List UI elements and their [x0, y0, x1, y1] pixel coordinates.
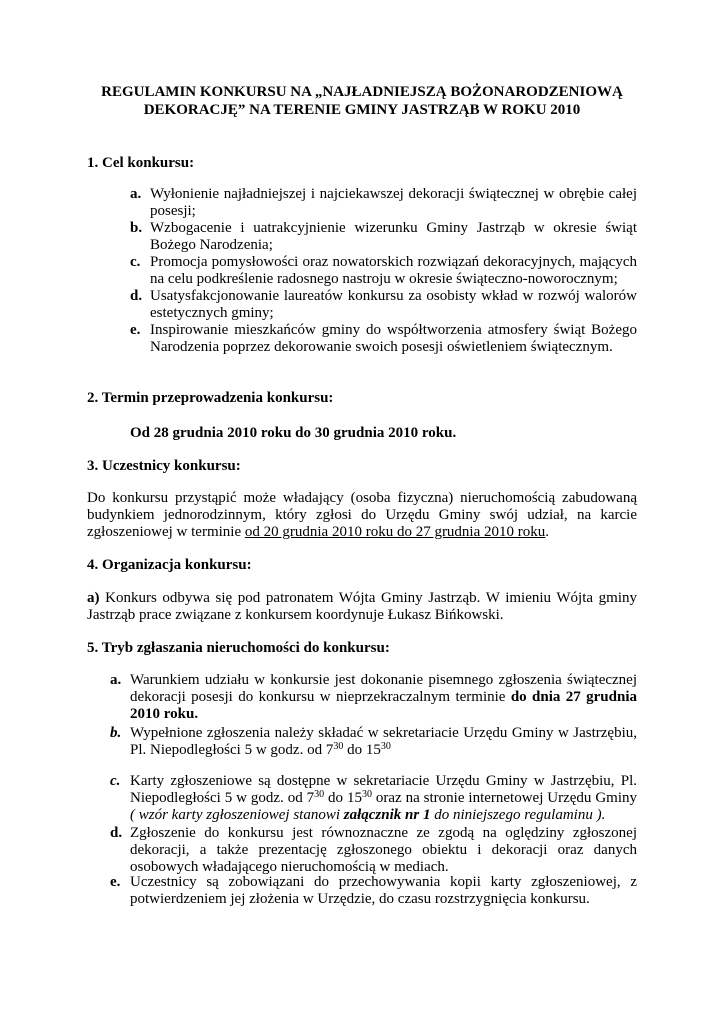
- participants-paragraph: [87, 490, 637, 541]
- time-minutes: 30: [380, 741, 391, 752]
- forms-text-mid: do 15: [324, 790, 362, 806]
- forms-note-end: do niniejszego regulaminu ).: [430, 807, 606, 823]
- list-item-label: b.: [130, 220, 143, 236]
- list-item-text: Usatysfakcjonowanie laureatów konkursu za osobisty wkład w rozwój walorów estetycznych gminy;: [150, 288, 637, 321]
- section-4-heading: 4. Organizacja konkursu:: [87, 557, 252, 573]
- list-item-text: Wzbogacenie i uatrakcyjnienie wizerunku Gminy Jastrząb w okresie świąt Bożego Narodzenia;: [150, 220, 637, 253]
- organization-paragraph: [87, 590, 637, 624]
- forms-text-website: oraz na stronie internetowej Urzędu Gminy: [371, 790, 638, 806]
- list-item-label: d.: [130, 288, 143, 304]
- time-minutes: 30: [314, 789, 325, 800]
- list-item-label: e.: [110, 874, 121, 890]
- list-item-label: a.: [130, 186, 142, 202]
- list-item-text: Wyłonienie najładniejszej i najciekawszej dekoracji świątecznej w obrębie całej posesji;: [150, 186, 637, 219]
- time-minutes: 30: [361, 789, 372, 800]
- section-3-heading: 3. Uczestnicy konkursu:: [87, 458, 241, 474]
- contest-dates: Od 28 grudnia 2010 roku do 30 grudnia 2010 roku.: [130, 425, 457, 441]
- title-line-1: REGULAMIN KONKURSU NA „NAJŁADNIEJSZĄ BOŻONARODZENIOWĄ: [101, 84, 623, 100]
- organization-text: Konkurs odbywa się pod patronatem Wójta Gminy Jastrząb. W imieniu Wójta gminy Jastrząb prace związane z konkursem koordynuje Łukasz Bińkowski.: [87, 590, 637, 623]
- list-item-text: [130, 773, 637, 824]
- participants-text-end: .: [545, 524, 550, 540]
- list-item-label: e.: [130, 322, 141, 338]
- forms-text: Karty zgłoszeniowe są dostępne w sekretariacie Urzędu Gminy w Jastrzębiu, Pl. Niepodległości 5 w godz. od 7: [130, 773, 637, 806]
- condition-text: Warunkiem udziału w konkursie jest dokonanie pisemnego zgłoszenia świątecznej dekoracji posesji do konkursu w nieprzekraczalnym terminie: [130, 672, 637, 705]
- attachment-reference: załącznik nr 1: [343, 807, 431, 823]
- list-item-text: Uczestnicy są zobowiązani do przechowywania kopii karty zgłoszeniowej, z potwierdzeniem jej złożenia w Urzędzie, do czasu rozstrzygnięcia konkursu.: [130, 874, 637, 907]
- list-item-label: b.: [110, 725, 122, 741]
- list-item-text: [130, 725, 637, 759]
- list-item-label: d.: [110, 825, 123, 841]
- registration-period: od 20 grudnia 2010 roku do 27 grudnia 2010 roku: [244, 524, 546, 540]
- organization-label: a): [87, 590, 100, 606]
- list-item-label: c.: [110, 773, 121, 789]
- list-item-text: Zgłoszenie do konkursu jest równoznaczne ze zgodą na oględziny zgłoszonej dekoracji, a także prezentację zgłoszonego obiektu i dekoracji oraz danych osobowych władającego nieruchomością w mediach.: [130, 825, 637, 875]
- participants-text: Do konkursu przystąpić może władający (osoba fizyczna) nieruchomością zabudowaną budynkiem jednorodzinnym, który zgłosi do Urzędu Gminy swój udział, na karcie zgłoszeniowej w terminie: [87, 490, 637, 540]
- forms-note: ( wzór karty zgłoszeniowej stanowi: [130, 807, 344, 823]
- title-line-2: DEKORACJĘ” NA TERENIE GMINY JASTRZĄB W ROKU 2010: [143, 102, 581, 118]
- list-item-text: [130, 672, 637, 723]
- section-2-heading: 2. Termin przeprowadzenia konkursu:: [87, 390, 334, 406]
- list-item-text: Inspirowanie mieszkańców gminy do współtworzenia atmosfery świąt Bożego Narodzenia poprzez dekorowanie swoich posesji oświetleniem świątecznym.: [150, 322, 637, 355]
- time-minutes: 30: [333, 741, 344, 752]
- section-1-heading: 1. Cel konkursu:: [87, 155, 195, 171]
- list-item-text: Promocja pomysłowości oraz nowatorskich rozwiązań dekoracyjnych, mających na celu podkreślenie radosnego nastroju w okresie świąteczno-noworocznym;: [150, 254, 637, 287]
- submission-text-mid: do 15: [343, 742, 381, 758]
- list-item-label: c.: [130, 254, 141, 270]
- section-5-heading: 5. Tryb zgłaszania nieruchomości do konkursu:: [87, 640, 390, 656]
- document-title: [60, 83, 664, 119]
- list-item-label: a.: [110, 672, 122, 688]
- deadline-text: do dnia 27 grudnia 2010 roku.: [130, 689, 637, 722]
- submission-text: Wypełnione zgłoszenia należy składać w sekretariacie Urzędu Gminy w Jastrzębiu, Pl. Niepodległości 5 w godz. od 7: [130, 725, 637, 758]
